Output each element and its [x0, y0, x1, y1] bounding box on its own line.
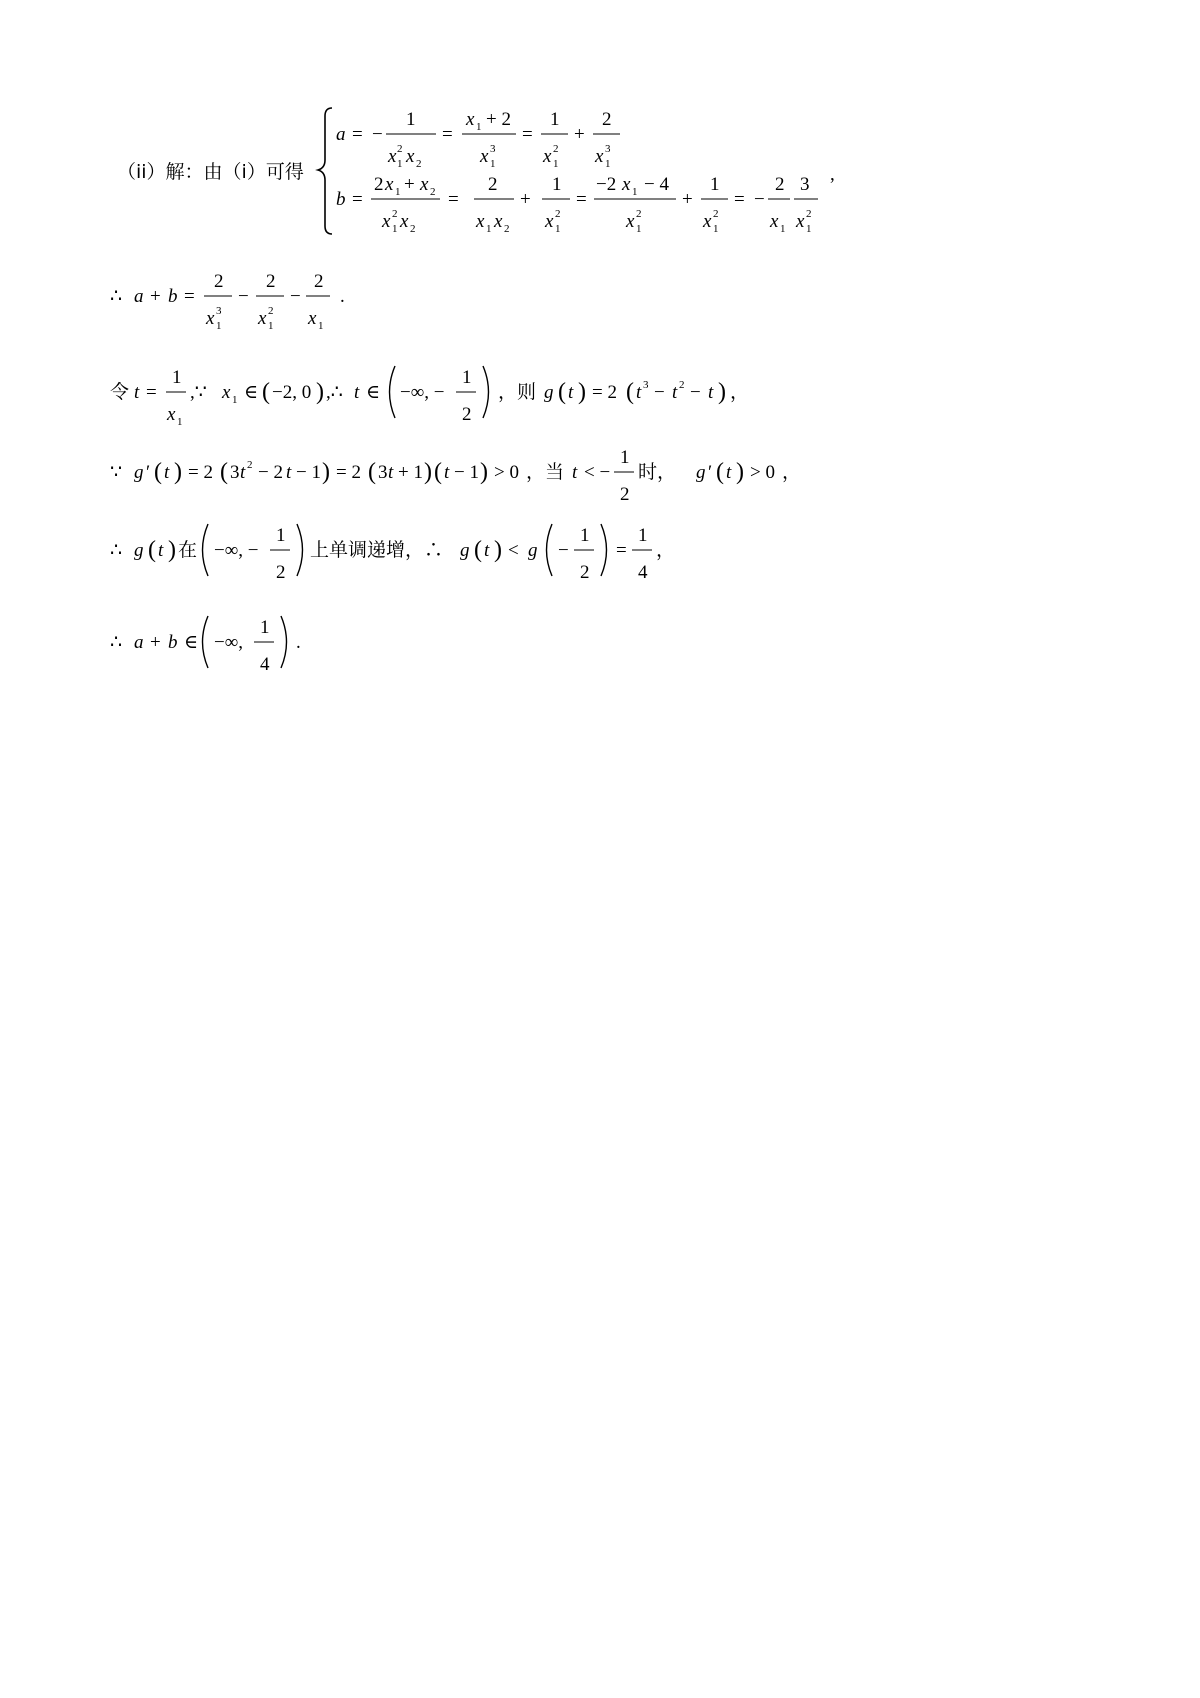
- svg-text:): ): [316, 379, 324, 405]
- svg-text:=: =: [448, 189, 459, 210]
- svg-text:∈: ∈: [244, 382, 259, 403]
- svg-text:，: ，: [730, 382, 750, 403]
- svg-text:∴: ∴: [110, 286, 123, 307]
- svg-text:1: 1: [636, 223, 642, 235]
- svg-text:x: x: [796, 211, 805, 232]
- svg-text:=: =: [352, 189, 363, 210]
- svg-text:x: x: [466, 109, 475, 130]
- svg-text:1: 1: [268, 320, 274, 332]
- svg-text:−: −: [690, 382, 701, 403]
- svg-text:− 1: − 1: [296, 462, 321, 483]
- svg-text:x: x: [595, 146, 604, 167]
- svg-text:在: 在: [178, 540, 198, 561]
- svg-text:时，: 时，: [638, 462, 677, 483]
- svg-text:2: 2: [555, 208, 561, 220]
- svg-text:x: x: [222, 382, 231, 403]
- svg-text:< −: < −: [584, 462, 611, 483]
- svg-text:(: (: [626, 379, 634, 405]
- svg-text:): ): [718, 379, 726, 405]
- svg-text:> 0: > 0: [750, 462, 775, 483]
- svg-text:2: 2: [488, 174, 498, 195]
- svg-text:1: 1: [486, 223, 492, 235]
- svg-text:，则: ，则: [498, 382, 537, 403]
- svg-text:t: t: [388, 462, 394, 483]
- svg-text:3: 3: [216, 305, 222, 317]
- svg-text:g: g: [544, 382, 554, 403]
- svg-text:): ): [578, 379, 586, 405]
- svg-text:1: 1: [276, 525, 286, 546]
- svg-text:∵: ∵: [110, 462, 123, 483]
- svg-text:1: 1: [550, 109, 560, 130]
- svg-text:− 2: − 2: [258, 462, 283, 483]
- svg-text:.: .: [340, 286, 345, 307]
- svg-text:x: x: [167, 404, 176, 425]
- svg-text:+: +: [520, 189, 531, 210]
- svg-text:−: −: [290, 286, 301, 307]
- svg-text:2: 2: [713, 208, 719, 220]
- svg-text:2: 2: [430, 186, 436, 198]
- svg-text:1: 1: [620, 447, 630, 468]
- svg-text:1: 1: [406, 109, 416, 130]
- svg-text:+: +: [574, 124, 585, 145]
- svg-text:1: 1: [177, 416, 183, 428]
- svg-text:x: x: [494, 211, 503, 232]
- svg-text:=: =: [442, 124, 453, 145]
- svg-text:x: x: [703, 211, 712, 232]
- svg-text:4: 4: [260, 654, 270, 675]
- svg-text:x: x: [476, 211, 485, 232]
- svg-text:2: 2: [374, 174, 384, 195]
- svg-text:′: ′: [708, 462, 713, 483]
- svg-text:1: 1: [216, 320, 222, 332]
- svg-text:x: x: [388, 146, 397, 167]
- svg-text:3: 3: [605, 143, 611, 155]
- svg-text:t: t: [164, 462, 170, 483]
- svg-text:x: x: [543, 146, 552, 167]
- svg-text:2: 2: [266, 271, 276, 292]
- svg-text:上单调递增，∴: 上单调递增，∴: [310, 540, 444, 561]
- svg-text:x: x: [545, 211, 554, 232]
- svg-text:1: 1: [395, 186, 401, 198]
- svg-text:4: 4: [638, 562, 648, 583]
- svg-text:∴: ∴: [110, 540, 123, 561]
- svg-text:): ): [174, 459, 182, 485]
- svg-text:(: (: [148, 537, 156, 563]
- svg-text:b: b: [336, 189, 346, 210]
- svg-text:x: x: [626, 211, 635, 232]
- svg-text:3: 3: [490, 143, 496, 155]
- svg-text:+: +: [682, 189, 693, 210]
- svg-text:1: 1: [605, 158, 611, 170]
- svg-text:1: 1: [462, 367, 472, 388]
- svg-text:t: t: [568, 382, 574, 403]
- svg-text:1: 1: [397, 158, 403, 170]
- svg-text:b: b: [168, 632, 178, 653]
- svg-text:−2, 0: −2, 0: [272, 382, 312, 403]
- svg-text:+: +: [404, 174, 415, 195]
- svg-text:g: g: [134, 462, 144, 483]
- svg-text:.: .: [296, 632, 301, 653]
- svg-text:1: 1: [638, 525, 648, 546]
- svg-text:=: =: [184, 286, 195, 307]
- svg-text:): ): [424, 459, 432, 485]
- svg-text:2: 2: [462, 404, 472, 425]
- svg-text:x: x: [406, 146, 415, 167]
- svg-text:−: −: [654, 382, 665, 403]
- svg-text:(: (: [220, 459, 228, 485]
- svg-text:x: x: [622, 174, 631, 195]
- svg-text:= 2: = 2: [188, 462, 213, 483]
- svg-text:(: (: [716, 459, 724, 485]
- svg-text:1: 1: [632, 186, 638, 198]
- svg-text:2: 2: [276, 562, 286, 583]
- svg-text:1: 1: [172, 367, 182, 388]
- svg-text:= 2: = 2: [336, 462, 361, 483]
- svg-text:t: t: [158, 540, 164, 561]
- svg-text:−: −: [754, 189, 765, 210]
- svg-text:1: 1: [780, 223, 786, 235]
- svg-text:t: t: [286, 462, 292, 483]
- svg-text:3: 3: [643, 379, 649, 391]
- svg-text:−∞, −: −∞, −: [214, 540, 259, 561]
- svg-text:∴: ∴: [110, 632, 123, 653]
- svg-text:x: x: [308, 308, 317, 329]
- svg-text:(: (: [434, 459, 442, 485]
- svg-text:t: t: [240, 462, 246, 483]
- svg-text:(: (: [154, 459, 162, 485]
- svg-text:=: =: [576, 189, 587, 210]
- svg-text:−: −: [558, 540, 569, 561]
- svg-text:t: t: [484, 540, 490, 561]
- svg-text:+ 2: + 2: [486, 109, 511, 130]
- svg-text:g: g: [460, 540, 470, 561]
- svg-text:2: 2: [602, 109, 612, 130]
- svg-text:x: x: [382, 211, 391, 232]
- svg-text:2: 2: [397, 143, 403, 155]
- svg-text:x: x: [420, 174, 429, 195]
- solution-prefix: （ii）解：由（i）可得: [117, 161, 304, 183]
- svg-text:− 1: − 1: [454, 462, 479, 483]
- svg-text:∈: ∈: [184, 632, 199, 653]
- svg-text:1: 1: [580, 525, 590, 546]
- svg-text:令: 令: [110, 382, 130, 403]
- svg-text:1: 1: [713, 223, 719, 235]
- svg-text:g: g: [134, 540, 144, 561]
- svg-text:,∴: ,∴: [326, 382, 343, 403]
- svg-text:=: =: [734, 189, 745, 210]
- svg-text:): ): [736, 459, 744, 485]
- svg-text:3: 3: [800, 174, 810, 195]
- svg-text:1: 1: [555, 223, 561, 235]
- svg-text:1: 1: [490, 158, 496, 170]
- svg-text:t: t: [672, 382, 678, 403]
- svg-text:x: x: [206, 308, 215, 329]
- svg-text:t: t: [444, 462, 450, 483]
- svg-text:b: b: [168, 286, 178, 307]
- svg-text:<: <: [508, 540, 519, 561]
- svg-text:2: 2: [553, 143, 559, 155]
- svg-text:g: g: [696, 462, 706, 483]
- svg-text:2: 2: [268, 305, 274, 317]
- svg-text:,∵: ,∵: [190, 382, 207, 403]
- svg-text:2: 2: [636, 208, 642, 220]
- svg-text:(: (: [474, 537, 482, 563]
- svg-text:−: −: [238, 286, 249, 307]
- svg-text:2: 2: [214, 271, 224, 292]
- svg-text:a: a: [134, 632, 144, 653]
- svg-text:): ): [168, 537, 176, 563]
- svg-text:2: 2: [504, 223, 510, 235]
- svg-text:(: (: [368, 459, 376, 485]
- svg-text:x: x: [400, 211, 409, 232]
- svg-text:t: t: [708, 382, 714, 403]
- svg-text:a: a: [134, 286, 144, 307]
- svg-text:x: x: [385, 174, 394, 195]
- svg-text:3: 3: [230, 462, 240, 483]
- svg-text:1: 1: [806, 223, 812, 235]
- svg-text:2: 2: [410, 223, 416, 235]
- svg-text:，: ，: [782, 462, 802, 483]
- svg-text:=: =: [616, 540, 627, 561]
- svg-text:): ): [322, 459, 330, 485]
- svg-text:3: 3: [378, 462, 388, 483]
- svg-text:+: +: [150, 632, 161, 653]
- svg-text:∈: ∈: [366, 382, 381, 403]
- svg-text:t: t: [134, 382, 140, 403]
- svg-text:t: t: [572, 462, 578, 483]
- svg-text:2: 2: [580, 562, 590, 583]
- svg-text:−2: −2: [596, 174, 617, 195]
- svg-text:1: 1: [553, 158, 559, 170]
- svg-text:t: t: [354, 382, 360, 403]
- svg-text:，当: ，当: [526, 462, 565, 483]
- svg-text:t: t: [726, 462, 732, 483]
- svg-text:2: 2: [247, 459, 253, 471]
- svg-text:2: 2: [392, 208, 398, 220]
- svg-text:(: (: [262, 379, 270, 405]
- svg-text:1: 1: [392, 223, 398, 235]
- svg-text:1: 1: [232, 394, 238, 406]
- svg-text:=: =: [352, 124, 363, 145]
- svg-text:1: 1: [476, 121, 482, 133]
- svg-text:2: 2: [314, 271, 324, 292]
- svg-text:1: 1: [318, 320, 324, 332]
- svg-text:,: ,: [830, 164, 835, 185]
- svg-text:t: t: [636, 382, 642, 403]
- svg-text:−∞, −: −∞, −: [400, 382, 445, 403]
- svg-text:2: 2: [679, 379, 685, 391]
- svg-text:2: 2: [806, 208, 812, 220]
- svg-text:−∞,: −∞,: [214, 632, 244, 653]
- svg-text:+ 1: + 1: [398, 462, 423, 483]
- svg-text:，: ，: [656, 540, 676, 561]
- svg-text:′: ′: [146, 462, 151, 483]
- svg-text:): ): [480, 459, 488, 485]
- svg-text:2: 2: [775, 174, 785, 195]
- svg-text:(: (: [558, 379, 566, 405]
- svg-text:1: 1: [260, 617, 270, 638]
- svg-text:=: =: [146, 382, 157, 403]
- svg-text:x: x: [480, 146, 489, 167]
- svg-text:x: x: [770, 211, 779, 232]
- svg-text:−: −: [372, 124, 383, 145]
- svg-text:x: x: [258, 308, 267, 329]
- svg-text:− 4: − 4: [644, 174, 669, 195]
- svg-text:+: +: [150, 286, 161, 307]
- svg-text:2: 2: [620, 484, 630, 505]
- svg-text:2: 2: [416, 158, 422, 170]
- svg-text:g: g: [528, 540, 538, 561]
- svg-text:> 0: > 0: [494, 462, 519, 483]
- svg-text:1: 1: [710, 174, 720, 195]
- svg-text:): ): [494, 537, 502, 563]
- svg-text:= 2: = 2: [592, 382, 617, 403]
- svg-text:=: =: [522, 124, 533, 145]
- svg-text:a: a: [336, 124, 346, 145]
- svg-text:1: 1: [552, 174, 562, 195]
